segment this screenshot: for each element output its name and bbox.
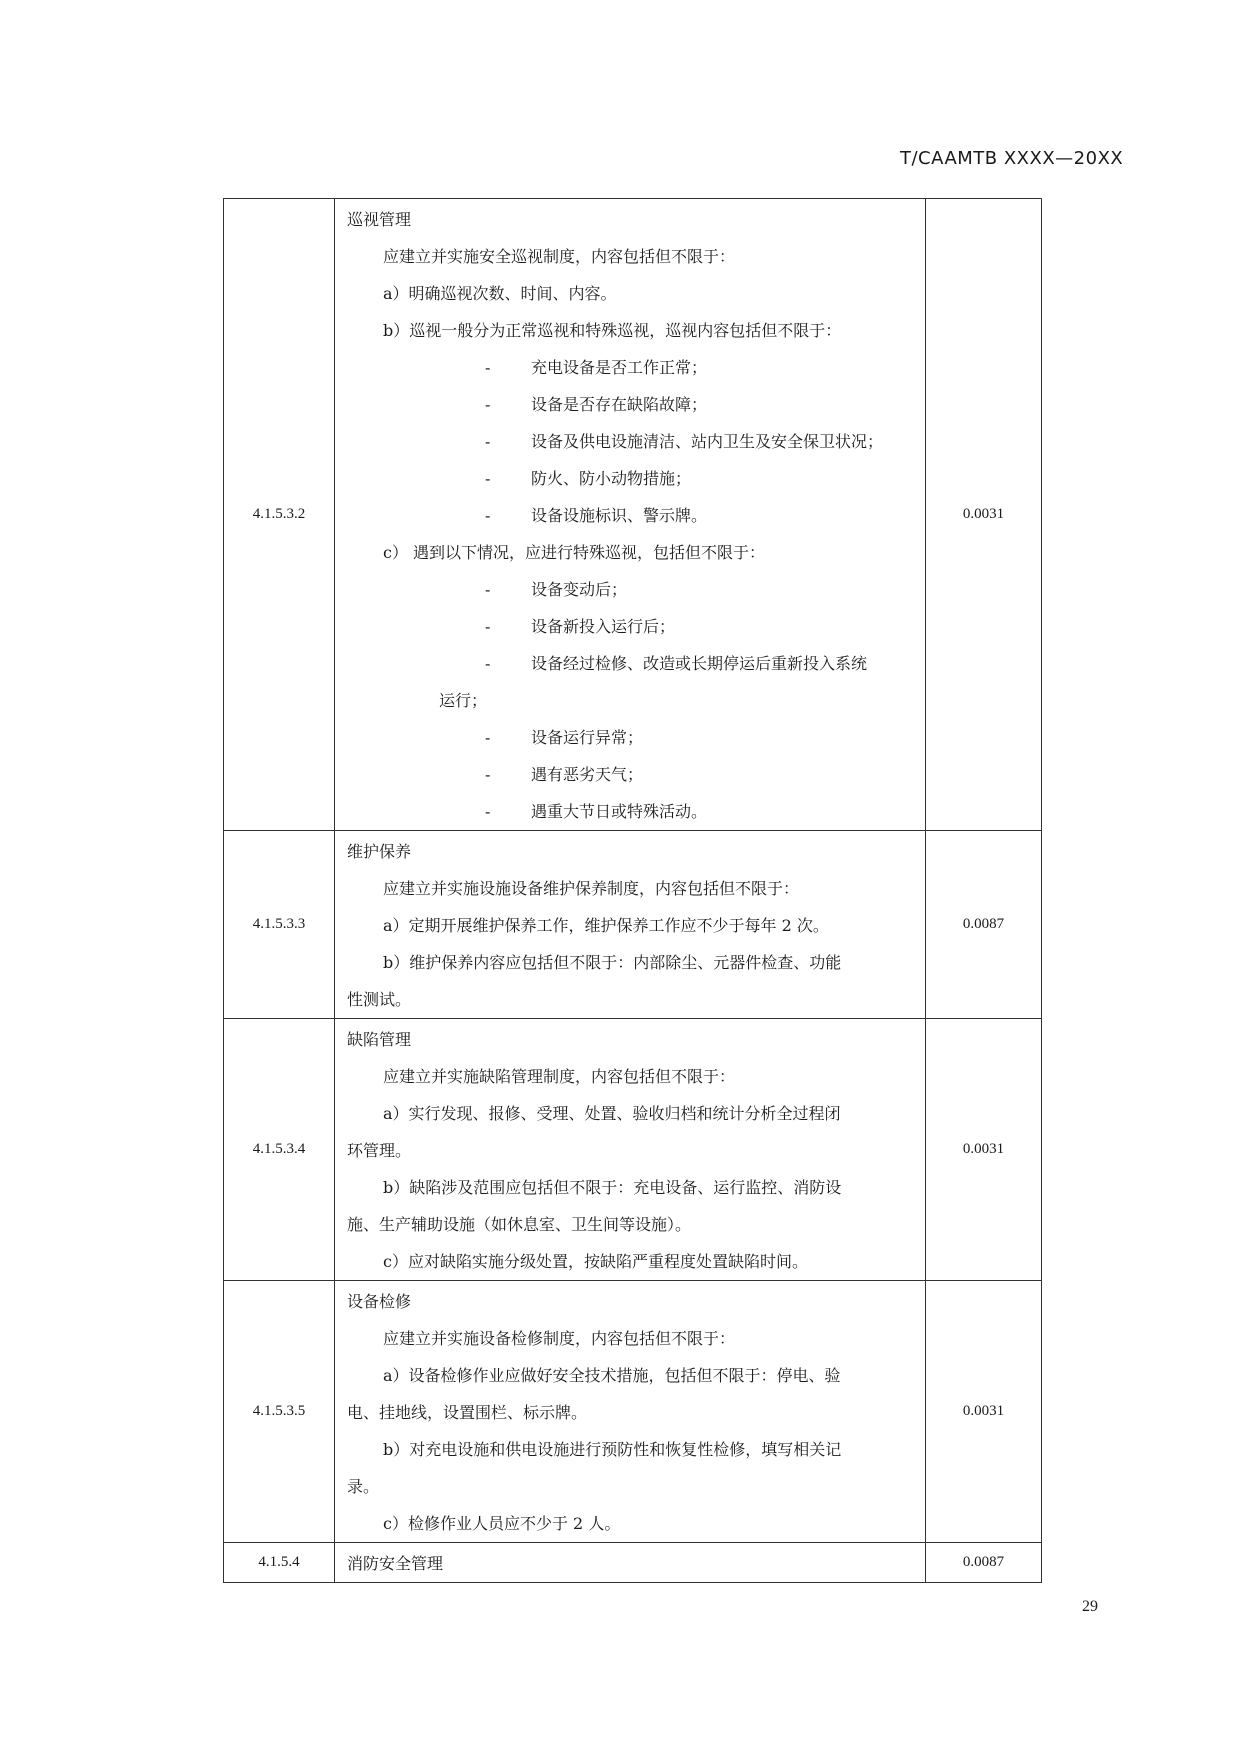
content-line: a）实行发现、报修、受理、处置、验收归档和统计分析全过程闭	[383, 1104, 841, 1123]
item-code: 4.1.5.3.2	[224, 199, 335, 831]
content-line: 运行；	[439, 691, 488, 710]
content-line: b）缺陷涉及范围应包括但不限于：充电设备、运行监控、消防设	[383, 1178, 842, 1197]
item-title: 设备检修	[347, 1292, 412, 1311]
list-dash: -	[485, 617, 491, 636]
content-line: 应建立并实施缺陷管理制度，内容包括但不限于：	[383, 1067, 736, 1086]
list-item-text: 设备新投入运行后；	[531, 617, 676, 636]
item-title: 巡视管理	[347, 210, 412, 229]
content-line: 应建立并实施设施设备维护保养制度，内容包括但不限于：	[383, 879, 800, 898]
list-item-text: 设备运行异常；	[531, 728, 644, 747]
content-line	[347, 460, 915, 497]
list-dash: -	[485, 728, 491, 747]
content-line: a）设备检修作业应做好安全技术措施，包括但不限于：停电、验	[383, 1366, 841, 1385]
item-content	[335, 831, 926, 1019]
content-line: c）检修作业人员应不少于 2 人。	[383, 1514, 621, 1533]
item-title: 消防安全管理	[347, 1554, 444, 1573]
item-content	[335, 1019, 926, 1281]
content-line: 电、挂地线，设置围栏、标示牌。	[347, 1403, 588, 1422]
content-line: c）应对缺陷实施分级处置，按缺陷严重程度处置缺陷时间。	[383, 1252, 808, 1271]
list-item-text: 设备设施标识、警示牌。	[531, 506, 708, 525]
list-item-text: 设备变动后；	[531, 580, 628, 599]
content-line: b）维护保养内容应包括但不限于：内部除尘、元器件检查、功能	[383, 953, 842, 972]
list-item-text: 遇有恶劣天气；	[531, 765, 644, 784]
table-row	[224, 1543, 1042, 1583]
item-score: 0.0031	[926, 199, 1042, 831]
item-content	[335, 1543, 926, 1583]
list-item-text: 遇重大节日或特殊活动。	[531, 802, 708, 821]
content-line: b）对充电设施和供电设施进行预防性和恢复性检修，填写相关记	[383, 1440, 842, 1459]
item-score: 0.0031	[926, 1019, 1042, 1281]
content-line	[347, 571, 915, 608]
list-dash: -	[485, 654, 491, 673]
page-number: 29	[1082, 1598, 1098, 1615]
list-dash: -	[485, 432, 491, 451]
content-line	[347, 719, 915, 756]
item-score: 0.0087	[926, 831, 1042, 1019]
content-line: 性测试。	[347, 990, 412, 1009]
list-dash: -	[485, 506, 491, 525]
content-line	[347, 793, 915, 830]
list-dash: -	[485, 765, 491, 784]
content-line	[347, 386, 915, 423]
item-score: 0.0031	[926, 1281, 1042, 1543]
item-content	[335, 199, 926, 831]
content-line: c） 遇到以下情况，应进行特殊巡视，包括但不限于：	[383, 543, 766, 562]
item-code: 4.1.5.3.5	[224, 1281, 335, 1543]
table-row	[224, 1281, 1042, 1543]
list-item-text: 设备经过检修、改造或长期停运后重新投入系统	[531, 654, 868, 673]
content-line	[347, 645, 915, 682]
list-dash: -	[485, 580, 491, 599]
table-row	[224, 199, 1042, 831]
list-dash: -	[485, 469, 491, 488]
content-line	[347, 756, 915, 793]
content-line: 应建立并实施安全巡视制度，内容包括但不限于：	[383, 247, 736, 266]
item-code: 4.1.5.3.4	[224, 1019, 335, 1281]
list-item-text: 设备是否存在缺陷故障；	[531, 395, 708, 414]
content-line: b）巡视一般分为正常巡视和特殊巡视，巡视内容包括但不限于：	[383, 321, 842, 340]
content-line: 环管理。	[347, 1141, 412, 1160]
table-row	[224, 1019, 1042, 1281]
item-code: 4.1.5.3.3	[224, 831, 335, 1019]
item-title: 缺陷管理	[347, 1030, 412, 1049]
item-content	[335, 1281, 926, 1543]
list-dash: -	[485, 395, 491, 414]
list-item-text: 设备及供电设施清洁、站内卫生及安全保卫状况；	[531, 432, 884, 451]
content-line	[347, 497, 915, 534]
item-code: 4.1.5.4	[224, 1543, 335, 1583]
document-header: T/CAAMTB XXXX—20XX	[900, 148, 1124, 169]
content-line: a）定期开展维护保养工作，维护保养工作应不少于每年 2 次。	[383, 916, 829, 935]
list-dash: -	[485, 802, 491, 821]
content-line	[347, 608, 915, 645]
item-title: 维护保养	[347, 842, 412, 861]
list-item-text: 充电设备是否工作正常；	[531, 358, 708, 377]
table-row	[224, 831, 1042, 1019]
item-score: 0.0087	[926, 1543, 1042, 1583]
content-line: 应建立并实施设备检修制度，内容包括但不限于：	[383, 1329, 736, 1348]
list-item-text: 防火、防小动物措施；	[531, 469, 692, 488]
content-line: a）明确巡视次数、时间、内容。	[383, 284, 617, 303]
content-line	[347, 423, 915, 460]
content-line: 施、生产辅助设施（如休息室、卫生间等设施）。	[347, 1215, 692, 1234]
content-line: 录。	[347, 1477, 380, 1496]
content-line	[347, 349, 915, 386]
criteria-table	[223, 198, 1042, 1583]
list-dash: -	[485, 358, 491, 377]
